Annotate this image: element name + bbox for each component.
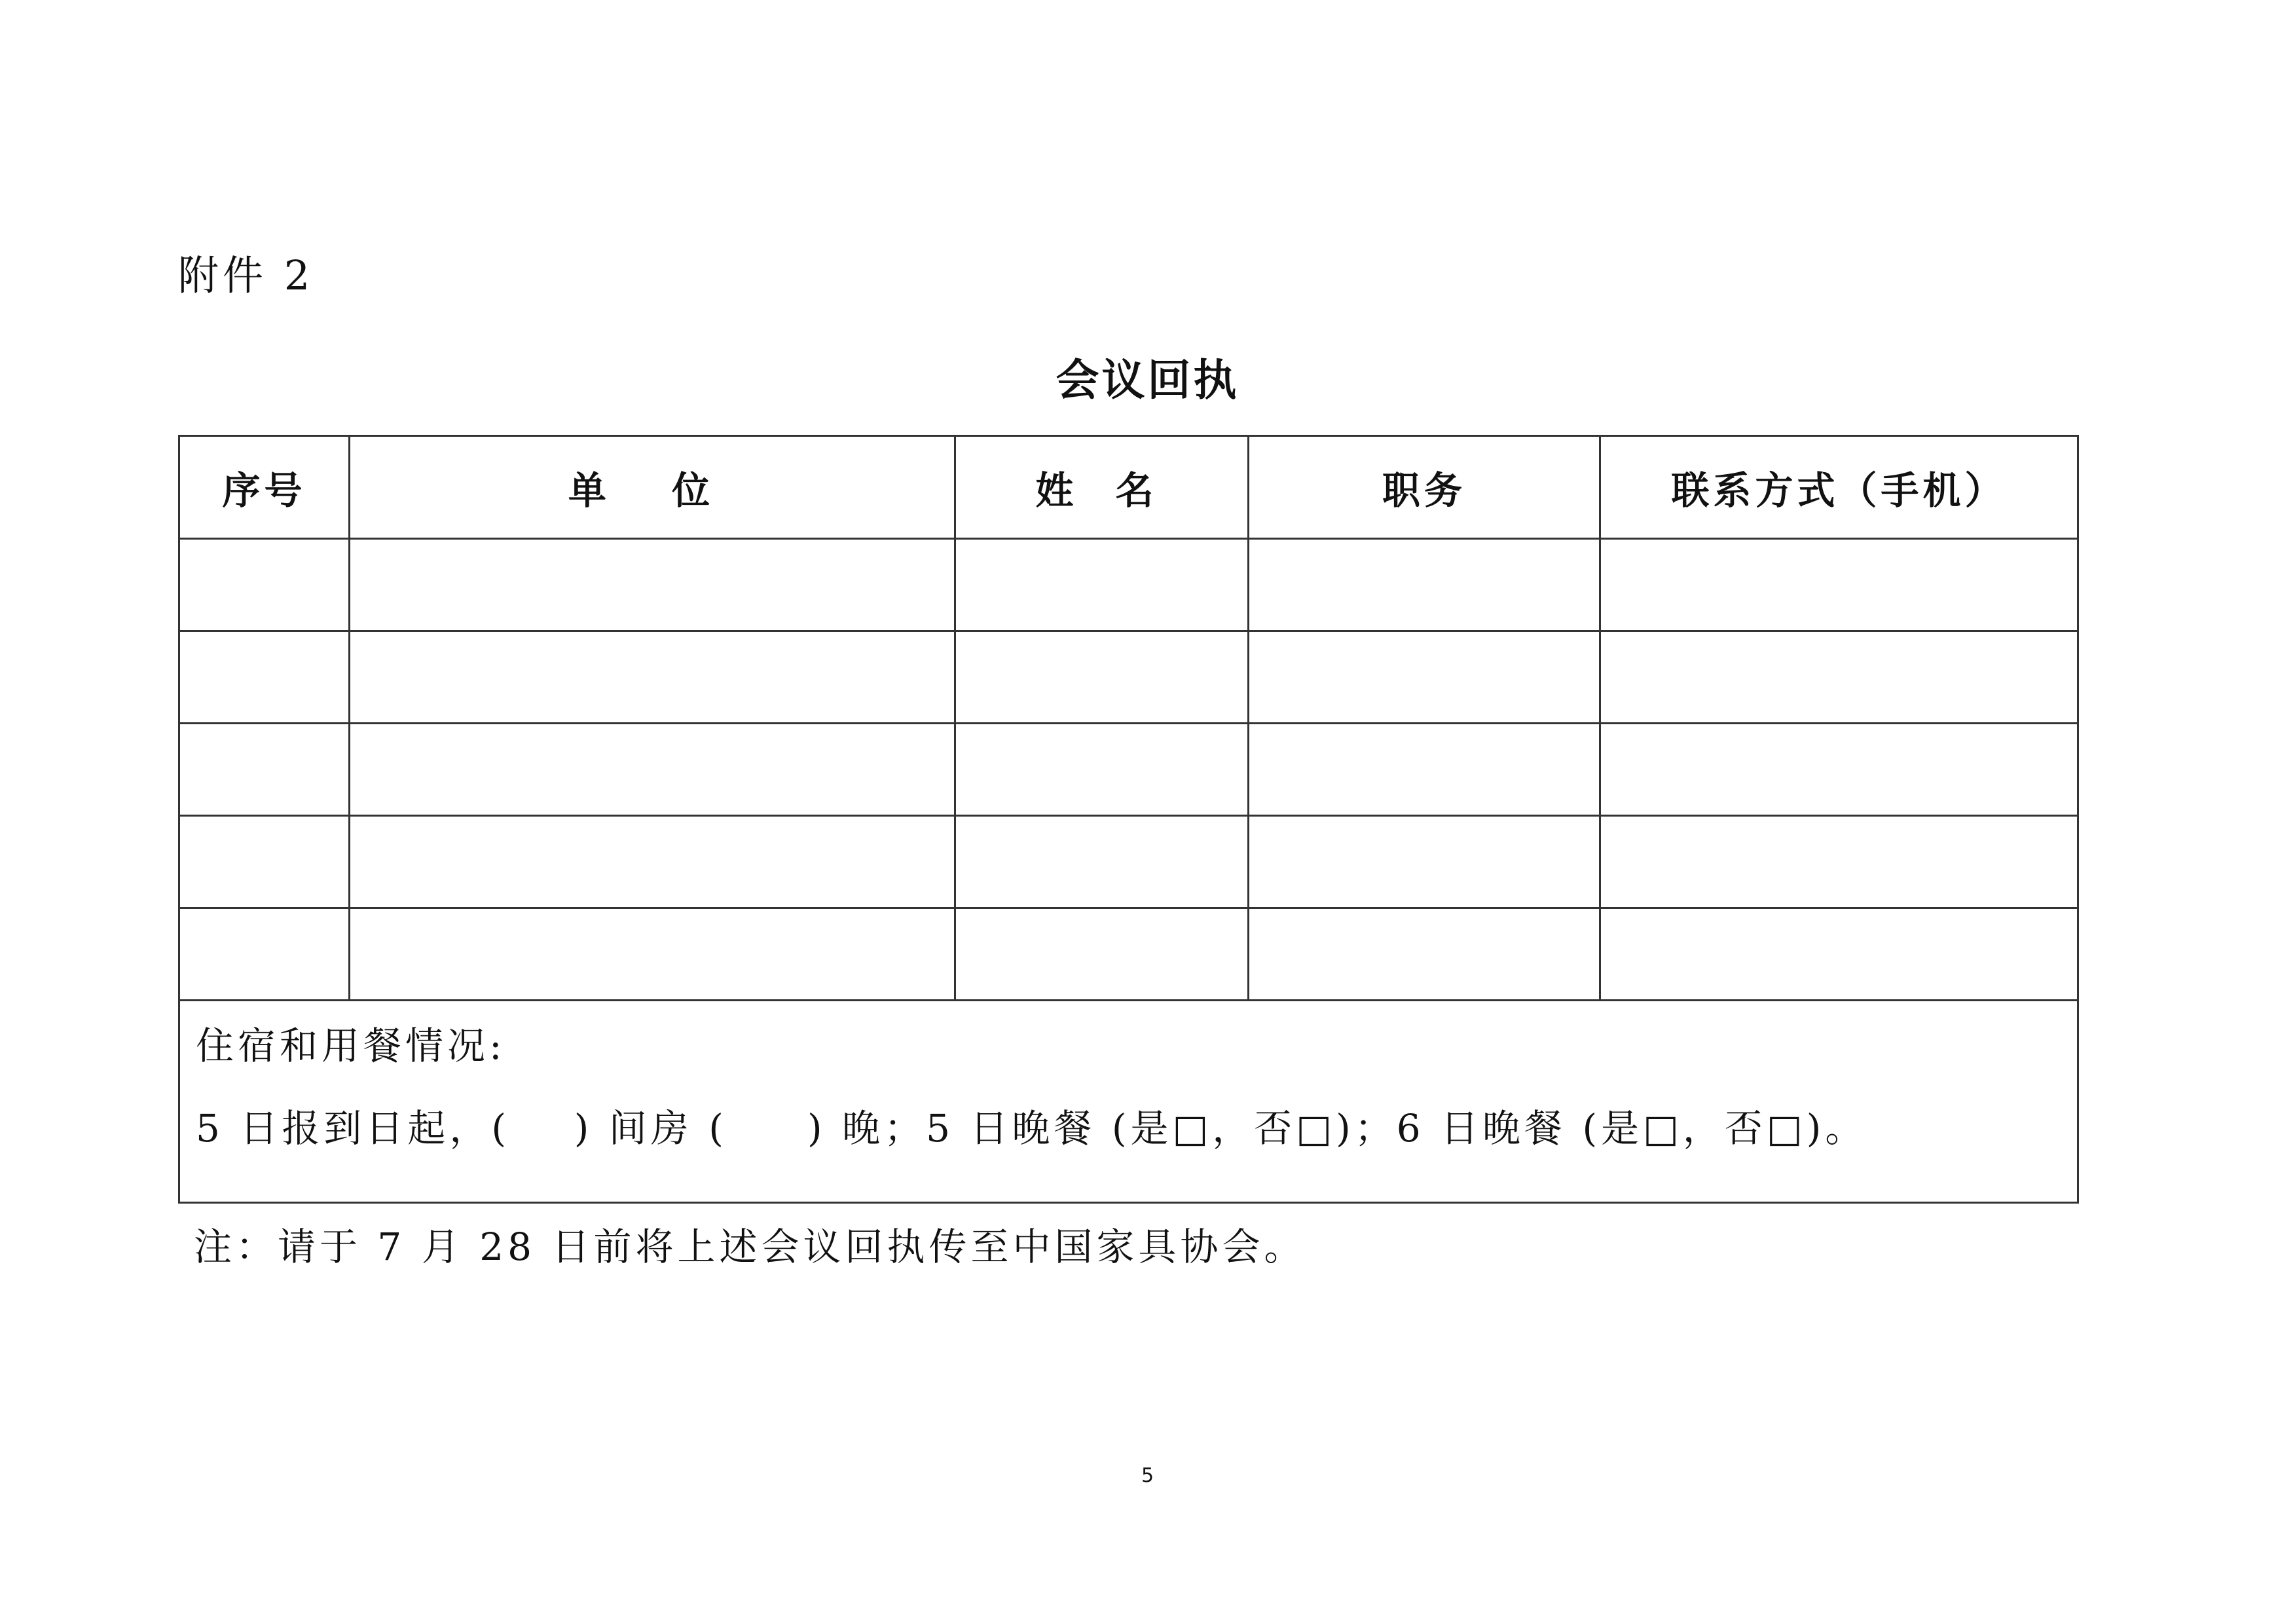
cell-organization[interactable] [350, 816, 955, 908]
form-title: 会议回执 [1056, 355, 1239, 405]
table-row [179, 816, 2078, 908]
cell-position[interactable] [1249, 724, 1600, 816]
cell-organization[interactable] [350, 724, 955, 816]
cell-name[interactable] [955, 631, 1249, 724]
cell-name[interactable] [955, 724, 1249, 816]
cell-name[interactable] [955, 816, 1249, 908]
header-serial-number: 序号 [179, 436, 350, 539]
table-row [179, 539, 2078, 631]
reply-form-table [178, 435, 2079, 1204]
cell-position[interactable] [1249, 539, 1600, 631]
cell-serial-number[interactable] [179, 539, 350, 631]
lodging-cell[interactable] [179, 1001, 2078, 1203]
header-name: 姓 名 [955, 436, 1249, 539]
table-row [179, 631, 2078, 724]
cell-serial-number[interactable] [179, 816, 350, 908]
header-position: 职务 [1249, 436, 1600, 539]
cell-name[interactable] [955, 908, 1249, 1001]
cell-serial-number[interactable] [179, 631, 350, 724]
cell-position[interactable] [1249, 816, 1600, 908]
cell-contact[interactable] [1600, 631, 2078, 724]
cell-organization[interactable] [350, 539, 955, 631]
lodging-title: 住宿和用餐情况: [196, 1024, 506, 1068]
table-header-row [179, 436, 2078, 539]
cell-organization[interactable] [350, 908, 955, 1001]
header-contact: 联系方式（手机） [1600, 436, 2078, 539]
lodging-row [179, 1001, 2078, 1203]
cell-name[interactable] [955, 539, 1249, 631]
cell-contact[interactable] [1600, 816, 2078, 908]
lodging-detail[interactable]: 5 日报到日起，( ) 间房 ( ) 晚；5 日晚餐 (是□，否□)；6 日晚餐 (是□，否□)。 [196, 1105, 1867, 1151]
cell-contact[interactable] [1600, 724, 2078, 816]
table-row [179, 724, 2078, 816]
attachment-label: 附件 2 [178, 251, 314, 299]
cell-serial-number[interactable] [179, 908, 350, 1001]
cell-position[interactable] [1249, 908, 1600, 1001]
page-number: 5 [1141, 1464, 1154, 1487]
cell-position[interactable] [1249, 631, 1600, 724]
table-row [179, 908, 2078, 1001]
cell-contact[interactable] [1600, 539, 2078, 631]
cell-serial-number[interactable] [179, 724, 350, 816]
header-organization: 单 位 [350, 436, 955, 539]
submission-note: 注：请于 7 月 28 日前将上述会议回执传至中国家具协会。 [194, 1225, 1306, 1269]
cell-contact[interactable] [1600, 908, 2078, 1001]
cell-organization[interactable] [350, 631, 955, 724]
